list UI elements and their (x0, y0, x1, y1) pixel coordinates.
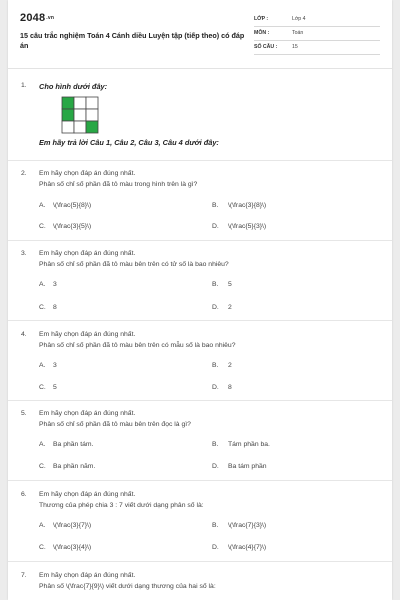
grid-cell-shaded (86, 121, 98, 133)
question-instruction: Em hãy chọn đáp án đúng nhất. (39, 250, 136, 257)
option-letter: C. (39, 223, 46, 230)
logo-suffix: .vn (46, 15, 55, 22)
option-text: 2 (228, 362, 232, 369)
question-text: Thương của phép chia 3 : 7 viết dưới dạng phân số là: (39, 502, 204, 509)
question-number: 3. (21, 250, 27, 257)
option-text: \(\frac{3}{7}\) (53, 522, 92, 529)
instruction-text: Em hãy trả lời Câu 1, Câu 2, Câu 3, Câu 4 dưới đây: (39, 138, 219, 147)
option-text: \(\frac{3}{8}\) (228, 202, 267, 209)
option-letter: C. (39, 544, 46, 551)
grid-cell (74, 121, 86, 133)
question-text: Phân số chỉ số phần đã tô màu bên trên có tử số là bao nhiêu? (39, 261, 229, 268)
option-text: 3 (53, 281, 57, 288)
option-letter: B. (212, 202, 219, 209)
option-text: 5 (53, 384, 57, 391)
option-letter: A. (39, 522, 46, 529)
option-letter: D. (212, 304, 219, 311)
grid-cell (86, 109, 98, 121)
option-text: Tám phần ba. (228, 441, 270, 448)
worksheet-page (8, 0, 392, 600)
question-number: 7. (21, 572, 27, 579)
question-instruction: Em hãy chọn đáp án đúng nhất. (39, 170, 136, 177)
question-text: Phân số chỉ số phần đã tô màu bên trên đọc là gì? (39, 421, 191, 428)
option-text: \(\frac{3}{5}\) (53, 223, 92, 230)
page-header (8, 0, 392, 68)
question-instruction: Em hãy chọn đáp án đúng nhất. (39, 572, 136, 579)
grid-cell (74, 97, 86, 109)
option-letter: B. (212, 441, 219, 448)
grid-cell-shaded (62, 97, 74, 109)
option-text: 5 (228, 281, 232, 288)
question-number: 5. (21, 410, 27, 417)
option-letter: A. (39, 441, 46, 448)
question-divider (8, 160, 392, 161)
option-text: 8 (228, 384, 232, 391)
question-text: Phân số chỉ số phần đã tô màu trong hình trên là gì? (39, 181, 198, 188)
option-letter: C. (39, 384, 46, 391)
meta-class (254, 14, 380, 27)
question-divider (8, 320, 392, 321)
option-letter: A. (39, 281, 46, 288)
question-divider (8, 240, 392, 241)
grid-cell-shaded (62, 109, 74, 121)
grid-cell (74, 109, 86, 121)
question-number: 2. (21, 170, 27, 177)
option-letter: B. (212, 522, 219, 529)
option-letter: B. (212, 281, 219, 288)
meta-subject (254, 28, 380, 41)
option-text: \(\frac{5}{8}\) (53, 202, 92, 209)
fraction-grid-figure (61, 96, 101, 136)
page-title: 15 câu trắc nghiệm Toán 4 Cánh diều Luyện tập (tiếp theo) có đáp án (20, 31, 245, 50)
option-letter: D. (212, 223, 219, 230)
meta-subject-label: MÔN : (254, 30, 270, 36)
option-text: Ba phần tám. (53, 441, 94, 448)
question-number: 1. (21, 82, 27, 89)
question-instruction: Em hãy chọn đáp án đúng nhất. (39, 331, 136, 338)
option-letter: B. (212, 362, 219, 369)
question-number: 4. (21, 331, 27, 338)
header-divider (8, 68, 392, 69)
meta-count (254, 42, 380, 55)
option-letter: C. (39, 463, 46, 470)
question-divider (8, 480, 392, 481)
option-letter: C. (39, 304, 46, 311)
option-text: 3 (53, 362, 57, 369)
option-text: 2 (228, 304, 232, 311)
meta-class-label: LỚP : (254, 16, 269, 22)
option-text: \(\frac{7}{3}\) (228, 522, 267, 529)
option-text: 8 (53, 304, 57, 311)
meta-class-value: Lớp 4 (292, 16, 306, 22)
option-text: Ba tám phần (228, 463, 267, 470)
question-number: 6. (21, 491, 27, 498)
option-letter: D. (212, 384, 219, 391)
meta-subject-value: Toán (292, 30, 304, 36)
grid-cell (62, 121, 74, 133)
option-text: \(\frac{5}{3}\) (228, 223, 267, 230)
option-letter: D. (212, 544, 219, 551)
option-text: Ba phần năm. (53, 463, 96, 470)
option-text: \(\frac{3}{4}\) (53, 544, 92, 551)
logo-text: 2048 (20, 12, 46, 24)
question-text: Phân số \(\frac{7}{9}\) viết dưới dạng thương của hai số là: (39, 583, 216, 590)
question-instruction: Em hãy chọn đáp án đúng nhất. (39, 491, 136, 498)
question-text: Phân số chỉ số phần đã tô màu bên trên có mẫu số là bao nhiêu? (39, 342, 236, 349)
question-instruction: Em hãy chọn đáp án đúng nhất. (39, 410, 136, 417)
option-text: \(\frac{4}{7}\) (228, 544, 267, 551)
option-letter: A. (39, 362, 46, 369)
site-logo[interactable] (20, 12, 54, 24)
option-letter: A. (39, 202, 46, 209)
question-divider (8, 400, 392, 401)
meta-count-label: SỐ CÂU : (254, 44, 278, 50)
question-divider (8, 561, 392, 562)
grid-cell (86, 97, 98, 109)
meta-count-value: 15 (292, 44, 298, 50)
question-text: Cho hình dưới đây: (39, 82, 108, 91)
option-letter: D. (212, 463, 219, 470)
